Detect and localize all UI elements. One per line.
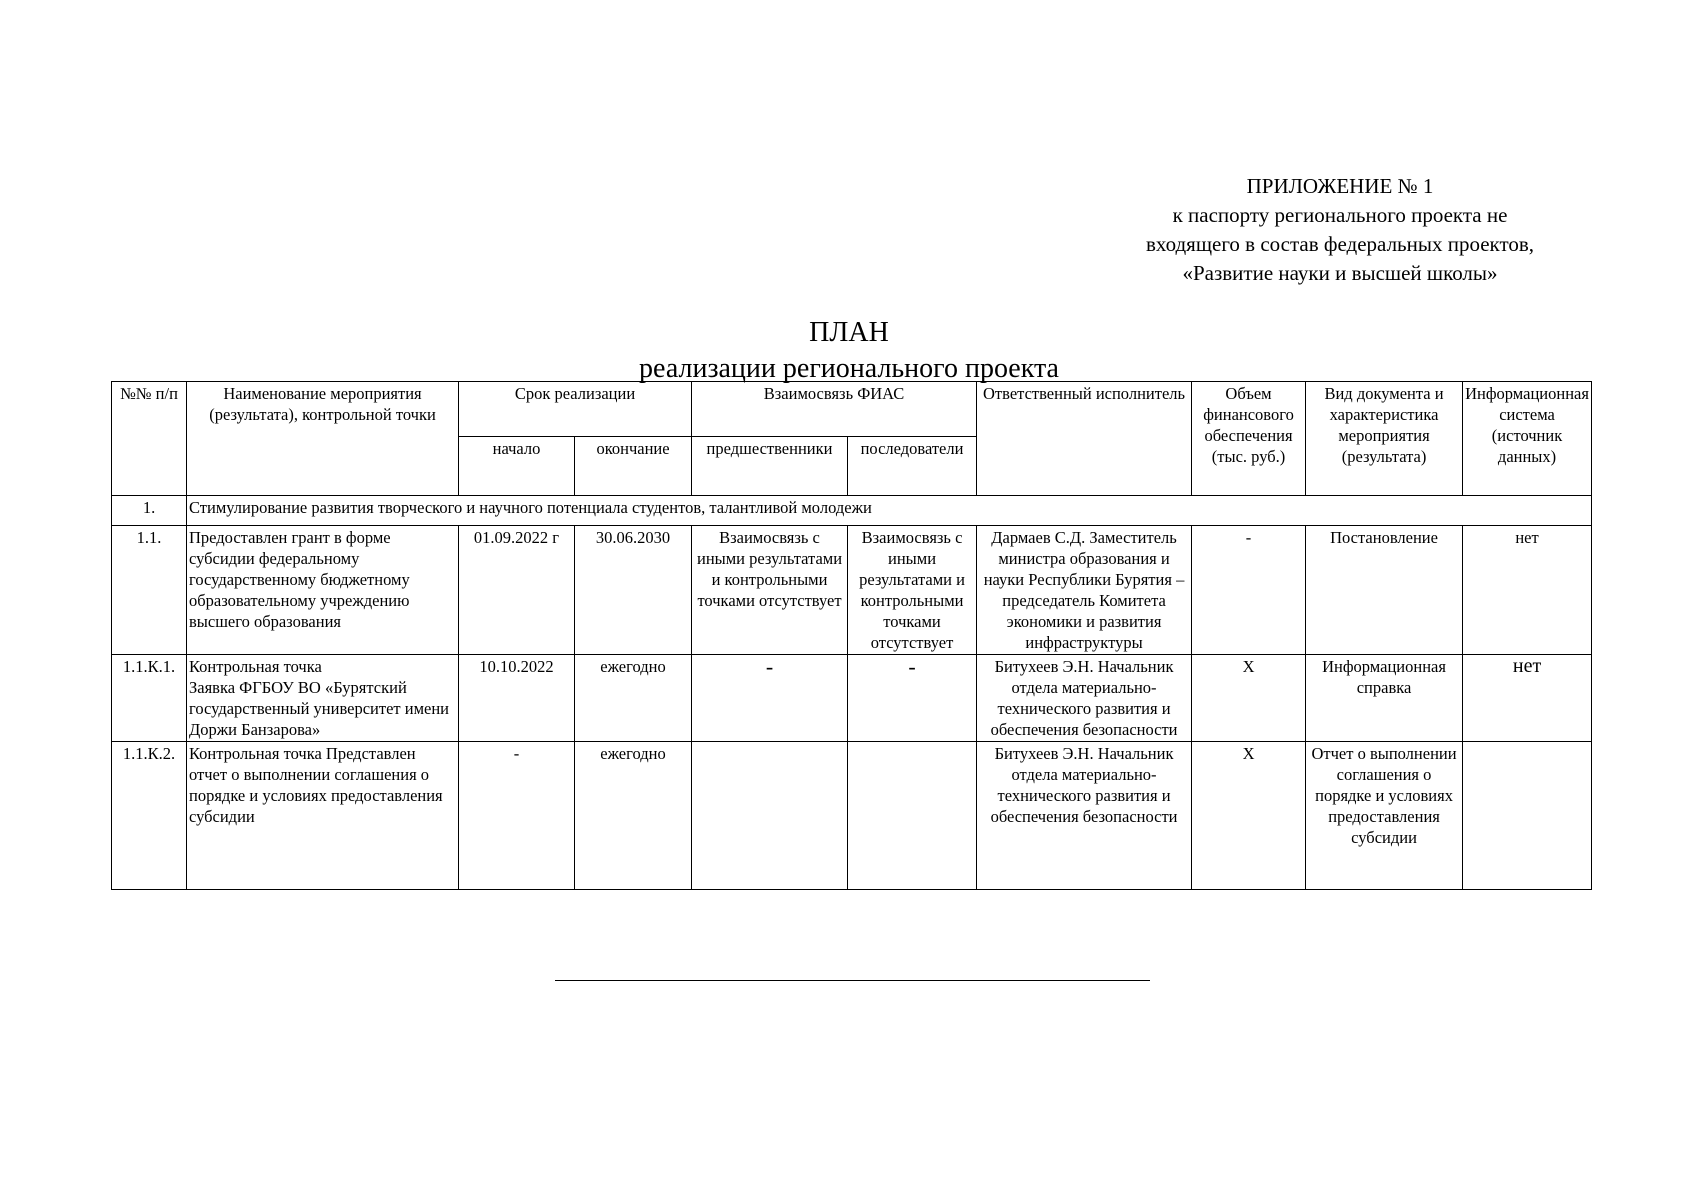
row-finance: Х — [1192, 742, 1306, 890]
row-info: нет — [1463, 526, 1592, 655]
appendix-line: «Развитие науки и высшей школы» — [1182, 261, 1498, 285]
row-next — [848, 742, 977, 890]
header-doc-type: Вид документа и характеристика мероприятия (результата) — [1306, 382, 1463, 496]
row-start: 01.09.2022 г — [459, 526, 575, 655]
row-responsible: Битухеев Э.Н. Начальник отдела материально-технического развития и обеспечения безопасности — [977, 742, 1192, 890]
row-prev: - — [692, 655, 848, 742]
header-num: №№ п/п — [112, 382, 187, 496]
table-row — [112, 655, 1592, 742]
appendix-line: входящего в состав федеральных проектов, — [1145, 232, 1535, 256]
row-name: Предоставлен грант в форме субсидии федеральному государственному бюджетному образовательному учреждению высшего образования — [187, 526, 459, 655]
row-num: 1.1. — [112, 526, 187, 655]
row-name — [187, 655, 459, 742]
row-doc: Отчет о выполнении соглашения о порядке и условиях предоставления субсидии — [1306, 742, 1463, 890]
row-finance: - — [1192, 526, 1306, 655]
row-end: ежегодно — [575, 742, 692, 890]
row-responsible: Битухеев Э.Н. Начальник отдела материально-технического развития и обеспечения безопасности — [977, 655, 1192, 742]
row-name-line: Заявка ФГБОУ ВО «Бурятский государственный университет имени Доржи Банзарова» — [189, 678, 450, 739]
title-plan: ПЛАН — [809, 317, 889, 348]
row-prev: Взаимосвязь с иными результатами и контрольными точками отсутствует — [692, 526, 848, 655]
header-end: окончание — [575, 437, 692, 496]
row-name: Контрольная точка Представлен отчет о выполнении соглашения о порядке и условиях предоставления субсидии — [187, 742, 459, 890]
header-finance: Объем финансового обеспечения (тыс. руб.) — [1192, 382, 1306, 496]
title-subtitle: реализации регионального проекта — [639, 353, 1059, 384]
header-prev: предшественники — [692, 437, 848, 496]
header-name: Наименование мероприятия (результата), контрольной точки — [187, 382, 459, 496]
header-next: последователи — [848, 437, 977, 496]
row-end: 30.06.2030 — [575, 526, 692, 655]
footer-divider — [555, 980, 1150, 981]
row-num: 1.1.К.2. — [112, 742, 187, 890]
section-text: Стимулирование развития творческого и научного потенциала студентов, талантливой молодежи — [187, 496, 1592, 526]
plan-table — [111, 381, 1592, 890]
table-row — [112, 742, 1592, 890]
row-prev — [692, 742, 848, 890]
appendix-title: ПРИЛОЖЕНИЕ № 1 — [1246, 174, 1434, 198]
row-info — [1463, 742, 1592, 890]
header-info-system: Информационная система (источник данных) — [1463, 382, 1592, 496]
header-row — [112, 382, 1592, 437]
row-num: 1.1.К.1. — [112, 655, 187, 742]
section-row — [112, 496, 1592, 526]
row-doc: Информационная справка — [1306, 655, 1463, 742]
header-link: Взаимосвязь ФИАС — [692, 382, 977, 437]
header-start: начало — [459, 437, 575, 496]
row-name-line: Контрольная точка — [189, 657, 322, 676]
section-num: 1. — [112, 496, 187, 526]
table-row — [112, 526, 1592, 655]
header-responsible: Ответственный исполнитель — [977, 382, 1192, 496]
row-start: - — [459, 742, 575, 890]
row-next: - — [848, 655, 977, 742]
appendix-block — [1080, 172, 1600, 288]
row-end: ежегодно — [575, 655, 692, 742]
row-doc: Постановление — [1306, 526, 1463, 655]
header-period: Срок реализации — [459, 382, 692, 437]
appendix-line: к паспорту регионального проекта не — [1172, 203, 1508, 227]
row-next: Взаимосвязь с иными результатами и контрольными точками отсутствует — [848, 526, 977, 655]
row-info: нет — [1463, 655, 1592, 742]
row-responsible: Дармаев С.Д. Заместитель министра образования и науки Республики Бурятия – председатель Комитета экономики и развития инфраструктуры — [977, 526, 1192, 655]
row-finance: Х — [1192, 655, 1306, 742]
row-start: 10.10.2022 — [459, 655, 575, 742]
